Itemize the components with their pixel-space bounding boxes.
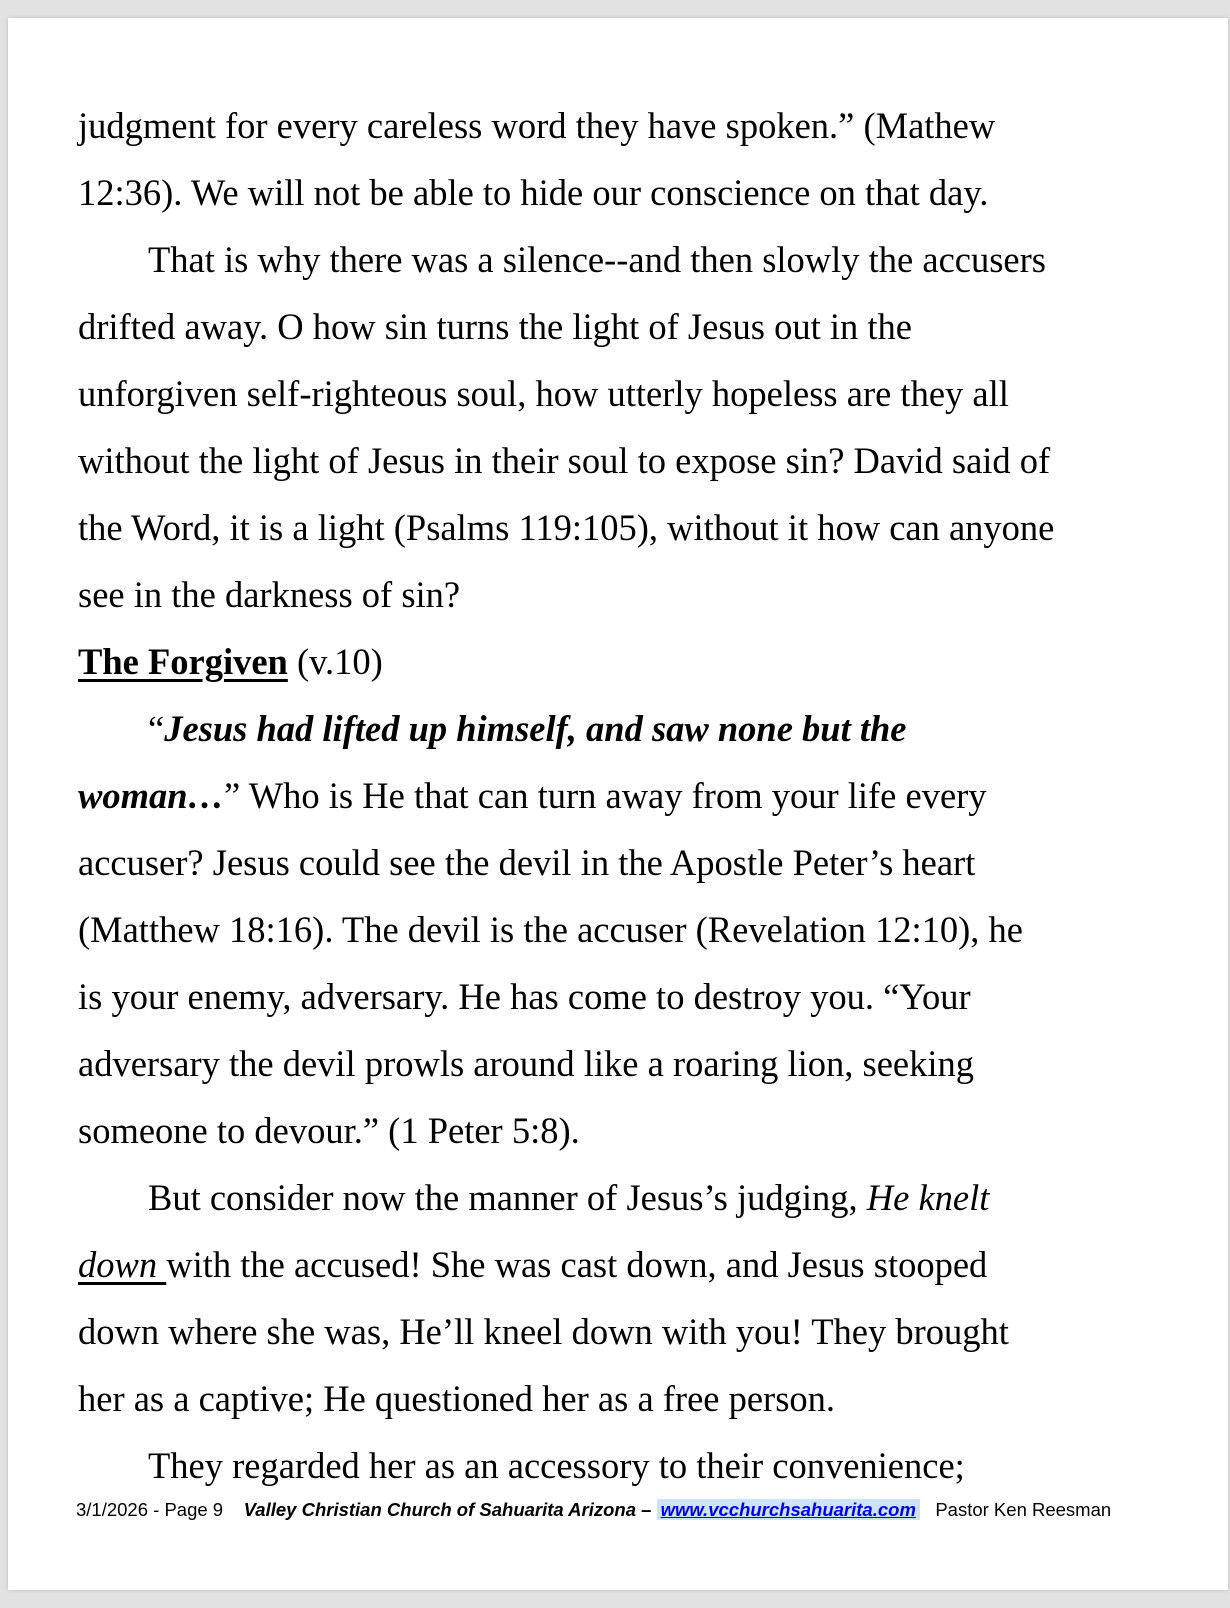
body-line: without the light of Jesus in their soul to expose sin? David said of xyxy=(78,440,1051,481)
body-line: her as a captive; He questioned her as a free person. xyxy=(78,1378,836,1419)
footer-website-link[interactable]: www.vcchurchsahuarita.com xyxy=(657,1499,920,1520)
scripture-quote-line xyxy=(148,707,907,751)
footer-pastor: Pastor Ken Reesman xyxy=(935,1499,1112,1520)
body-line: unforgiven self-righteous soul, how utterly hopeless are they all xyxy=(78,373,1009,414)
body-line: They regarded her as an accessory to their convenience; xyxy=(148,1445,965,1486)
body-line: down where she was, He’ll kneel down with you! They brought xyxy=(78,1311,1009,1352)
document-page xyxy=(8,18,1228,1590)
emphasis-text: down xyxy=(78,1244,167,1285)
body-text: with the accused! She was cast down, and Jesus stooped xyxy=(166,1244,988,1285)
body-line xyxy=(78,1243,987,1287)
body-line: That is why there was a silence--and then slowly the accusers xyxy=(148,239,1046,280)
footer-church-name: Valley Christian Church of Sahuarita Arizona – xyxy=(243,1499,652,1520)
body-line: drifted away. O how sin turns the light of Jesus out in the xyxy=(78,306,912,347)
footer-date-page: 3/1/2026 - Page 9 xyxy=(76,1499,224,1520)
body-line: judgment for every careless word they have spoken.” (Mathew xyxy=(78,105,996,146)
section-heading-title: The Forgiven xyxy=(78,641,288,682)
body-line: (Matthew 18:16). The devil is the accuser (Revelation 12:10), he xyxy=(78,909,1024,950)
body-line: see in the darkness of sin? xyxy=(78,574,461,615)
section-heading xyxy=(78,640,383,684)
body-line: adversary the devil prowls around like a roaring lion, seeking xyxy=(78,1043,975,1084)
emphasis-text: He knelt xyxy=(866,1177,990,1218)
body-line: the Word, it is a light (Psalms 119:105), without it how can anyone xyxy=(78,507,1055,548)
section-heading-ref: (v.10) xyxy=(287,641,383,682)
scripture-quote-line xyxy=(78,774,987,818)
body-line: is your enemy, adversary. He has come to destroy you. “Your xyxy=(78,976,971,1017)
page-footer xyxy=(76,1498,1111,1522)
scripture-quote: Jesus had lifted up himself, and saw none but the xyxy=(164,708,907,749)
body-text: ” Who is He that can turn away from your life every xyxy=(224,775,987,816)
open-quote: “ xyxy=(148,708,165,749)
body-line: someone to devour.” (1 Peter 5:8). xyxy=(78,1110,580,1151)
body-line xyxy=(148,1176,989,1220)
body-line: 12:36). We will not be able to hide our conscience on that day. xyxy=(78,172,989,213)
body-line: accuser? Jesus could see the devil in the Apostle Peter’s heart xyxy=(78,842,976,883)
body-text: But consider now the manner of Jesus’s judging, xyxy=(148,1177,867,1218)
scripture-quote: woman… xyxy=(78,775,225,816)
